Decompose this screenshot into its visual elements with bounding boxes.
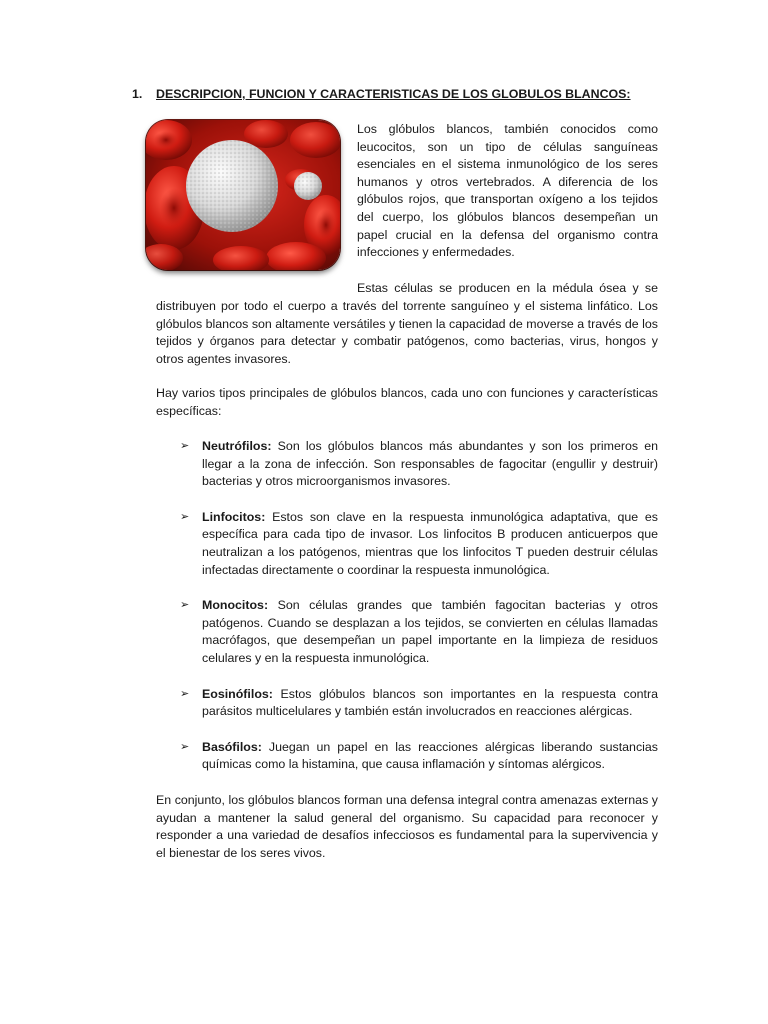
term-label: Neutrófilos: <box>202 439 272 453</box>
paragraph-2-first-line: Estas células se producen en la médula ósea y se <box>357 281 658 295</box>
list-item-basofilos <box>180 739 658 774</box>
term-label: Basófilos: <box>202 739 262 754</box>
paragraph-2-body: distribuyen por todo el cuerpo a través del torrente sanguíneo y el sistema linfático. Los glóbulos blancos son altamente versátiles y tienen la capacidad de moverse a través de los tejidos y órganos para detectar y combatir patógenos, como bacterias, virus, hongos y otros agentes invasores. <box>156 299 658 366</box>
conclusion-paragraph: En conjunto, los glóbulos blancos forman una defensa integral contra amenazas externas y ayudan a mantener la salud general del organismo. Su capacidad para reconocer y responder a una variedad de desafíos infecciosos es fundamental para la supervivencia y el bienestar de los seres vivos. <box>156 793 658 860</box>
arrow-bullet-icon: ➢ <box>180 740 190 753</box>
term-description: Estos glóbulos blancos son importantes en la respuesta contra parásitos multicelulares y también están involucrados en reacciones alérgicas. <box>202 686 658 719</box>
list-item-neutrofilos <box>180 438 658 491</box>
list-item-eosinofilos <box>180 686 658 721</box>
arrow-bullet-icon: ➢ <box>180 599 190 612</box>
term-label: Eosinófilos: <box>202 686 273 701</box>
term-description: Estos son clave en la respuesta inmunológica adaptativa, que es específica para cada tipo de invasor. Los linfocitos B producen anticuerpos que neutralizan a los patógenos, mientras que los linfocitos T pueden destruir células infectadas directamente o coordinar la respuesta inmunológica. <box>202 509 658 577</box>
paragraph-3: Hay varios tipos principales de glóbulos blancos, cada uno con funciones y características específicas: <box>156 386 658 418</box>
leukocyte-types-list <box>180 438 658 792</box>
section-heading <box>132 86 692 102</box>
term-description: Son células grandes que también fagocitan bacterias y otros patógenos. Cuando se desplazan a los tejidos, se convierten en células llamadas macrófagos, que desempeñan un papel importante en la limpieza de residuos celulares y en la respuesta inmunológica. <box>202 598 658 665</box>
section-number: 1. <box>132 87 143 101</box>
term-label: Monocitos: <box>202 598 269 613</box>
list-item-monocitos <box>180 597 658 667</box>
intro-paragraph: Los glóbulos blancos, también conocidos como leucocitos, son un tipo de células sanguíneas esenciales en el sistema inmunológico de los seres humanos y otros vertebrados. A diferencia de los glóbulos rojos, que transportan oxígeno a los tejidos del cuerpo, los glóbulos blancos desempeñan un papel crucial en la defensa del organismo contra infecciones y enfermedades. <box>357 122 658 260</box>
arrow-bullet-icon: ➢ <box>180 687 190 700</box>
term-label: Linfocitos: <box>202 509 266 524</box>
list-item-linfocitos <box>180 509 658 579</box>
blood-cells-illustration <box>146 120 340 270</box>
term-description: Juegan un papel en las reacciones alérgicas liberando sustancias químicas como la histamina, que causa inflamación y síntomas alérgicos. <box>202 739 658 772</box>
section-title: DESCRIPCION, FUNCION Y CARACTERISTICAS DE LOS GLOBULOS BLANCOS: <box>156 87 631 101</box>
arrow-bullet-icon: ➢ <box>180 510 190 523</box>
term-description: Son los glóbulos blancos más abundantes y son los primeros en llegar a la zona de infección. Son responsables de fagocitar (engullir y destruir) bacterias y otros microorganismos invasores. <box>202 439 658 489</box>
arrow-bullet-icon: ➢ <box>180 440 190 452</box>
